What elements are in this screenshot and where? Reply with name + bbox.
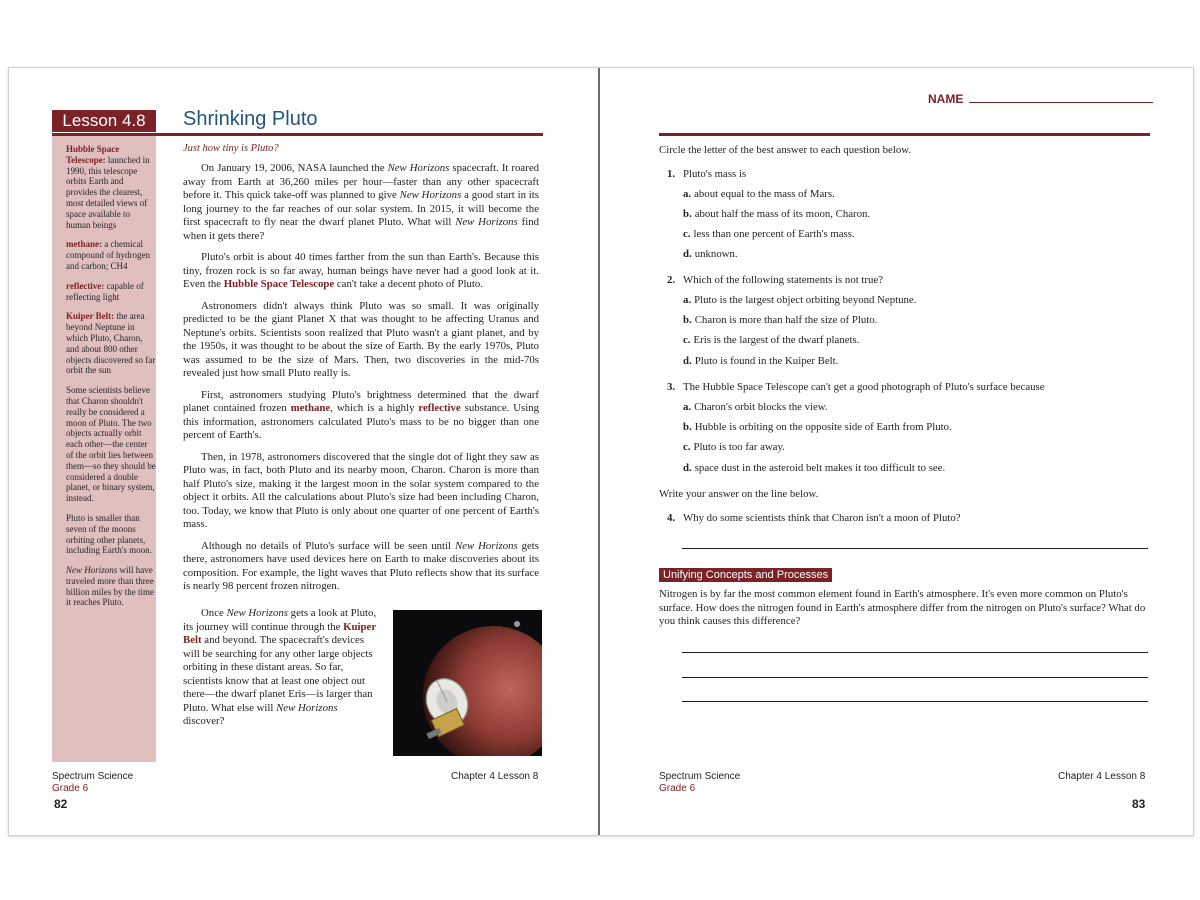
paragraph: First, astronomers studying Pluto's brightness determined that the dwarf planet contained frozen methane, which is a highly reflective substance. Using this information, astronomers calculated Pluto's mass to be no bigger than one percent of Earth's. [183,388,539,441]
footer-chapter: Chapter 4 Lesson 8 [451,771,539,782]
footer-series: Spectrum Science Grade 6 [659,771,741,794]
option: d. space dust in the asteroid belt makes it too difficult to see. [683,462,946,474]
paragraph: Pluto's orbit is about 40 times farther from the sun than Earth's. Because this tiny, frozen rock is so far away, human beings have never had a good look at it. Even the Hubble Space Telescope can't take a decent photo of Pluto. [183,251,539,290]
section-label: Unifying Concepts and Processes [659,568,832,582]
paragraph: Astronomers didn't always think Pluto was so small. It was originally predicted to be the giant Planet X that was thought to be affecting Uranus and Neptune's orbits. Scientists soon realized that Pluto wasn't a giant planet, and by the 1950s, it was thought to be about the size of Earth. By the early 1970s, Pluto was assumed to be the size of Mars. Then, two discoveries in the mid-70s revealed just how small Pluto really is. [183,299,539,379]
article-body [183,162,539,602]
option: a. Charon's orbit blocks the view. [683,401,828,413]
header-rule [659,133,1150,136]
option: b. about half the mass of its moon, Charon. [683,208,871,220]
footer-chapter: Chapter 4 Lesson 8 [1058,771,1146,782]
option: d. Pluto is found in the Kuiper Belt. [683,355,839,367]
paragraph: Then, in 1978, astronomers discovered that the single dot of light they saw as Pluto was, in fact, both Pluto and its nearby moon, Charon. Charon is more than half Pluto's size, making it the largest moon in the solar system compared to the object it orbits. All the calculations about Pluto's size had been including Charon, too. Today, we know that Pluto is only about one quarter of one percent of Earth's mass. [183,450,539,530]
question-2: 2. Which of the following statements is not true? [667,274,883,286]
answer-line[interactable] [682,548,1148,549]
option: a. Pluto is the largest object orbiting beyond Neptune. [683,294,917,306]
lesson-label: Lesson 4.8 [52,110,156,132]
instructions: Circle the letter of the best answer to each question below. [659,144,912,156]
option: c. Eris is the largest of the dwarf planets. [683,334,860,346]
right-page [600,68,1193,835]
sidebar-note: New Horizons will have traveled more than three billion miles by the time it reaches Pluto. [66,565,154,608]
paragraph-with-image: Once New Horizons gets a look at Pluto, its journey will continue through the Kuiper Belt and beyond. The spacecraft's devices will be searching for any other large objects orbiting in these distant areas. So far, scientists know that at least one object out there—the dwarf planet Eris—is larger than Pluto. What else will New Horizons discover? [183,607,377,727]
new-horizons-pluto-image [393,610,542,756]
book-spread [8,67,1194,836]
option: b. Hubble is orbiting on the opposite side of Earth from Pluto. [683,421,952,433]
option: b. Charon is more than half the size of Pluto. [683,314,878,326]
paragraph: On January 19, 2006, NASA launched the New Horizons spacecraft. It roared away from Earth at 36,260 miles per hour—faster than any other spacecraft before it. This quick take-off was planned to give New Horizons a good start in its long journey to the far reaches of our solar system. In 2015, it will become the first spacecraft to fly near the dwarf planet Pluto. What will New Horizons find when it gets there? [183,162,540,242]
name-field: NAME [928,92,1153,106]
paragraph: Although no details of Pluto's surface will be seen until New Horizons gets there, astronomers have used devices here on Earth to make discoveries about its composition. For example, the light waves that Pluto reflects show that its surface is nearly 98 percent frozen nitrogen. [183,539,540,592]
page-number: 82 [54,797,68,811]
lesson-title: Shrinking Pluto [183,108,318,130]
option: c. Pluto is too far away. [683,441,785,453]
sidebar-note: Pluto is smaller than seven of the moons orbiting other planets, including Earth's moon. [66,512,152,556]
sidebar-text [66,144,156,617]
sidebar-term-methane: methane: a chemical compound of hydrogen and carbon; CH4 [66,239,150,271]
kicker: Just how tiny is Pluto? [183,143,279,154]
answer-line[interactable] [682,677,1148,678]
option: d. unknown. [683,248,738,260]
sidebar-term-reflective: reflective: capable of reflecting light [66,280,144,302]
option: c. less than one percent of Earth's mass. [683,228,855,240]
answer-line[interactable] [682,652,1148,653]
question-4: 4. Why do some scientists think that Charon isn't a moon of Pluto? [667,512,961,524]
name-blank-line [969,93,1153,103]
sidebar-note: Some scientists believe that Charon shouldn't really be considered a moon of Pluto. The two objects actually orbit each other—the center of the orbit lies between them—so they should be considered a double planet, or binary system, instead. [66,385,156,504]
footer-series: Spectrum Science Grade 6 [52,771,134,794]
sidebar-term-hubble: Hubble Space Telescope: launched in 1990, this telescope orbits Earth and provides the clearest, most detailed views of space available to human beings [66,144,150,230]
question-1: 1. Pluto's mass is [667,168,747,180]
write-instructions: Write your answer on the line below. [659,488,819,500]
sidebar-term-kuiper: Kuiper Belt: the area beyond Neptune in which Pluto, Charon, and about 800 other objects discovered so far orbit the sun [66,311,156,376]
page-number: 83 [1132,797,1146,811]
section-prompt: Nitrogen is by far the most common element found in Earth's atmosphere. It's even more common on Pluto's surface. How does the nitrogen found in Earth's atmosphere differ from the nitrogen on Pluto's surface? What do you think causes this difference? [659,588,1146,627]
answer-line[interactable] [682,701,1148,702]
left-page [9,68,598,835]
question-3: 3. The Hubble Space Telescope can't get a good photograph of Pluto's surface because [667,381,1045,393]
option: a. about equal to the mass of Mars. [683,188,835,200]
